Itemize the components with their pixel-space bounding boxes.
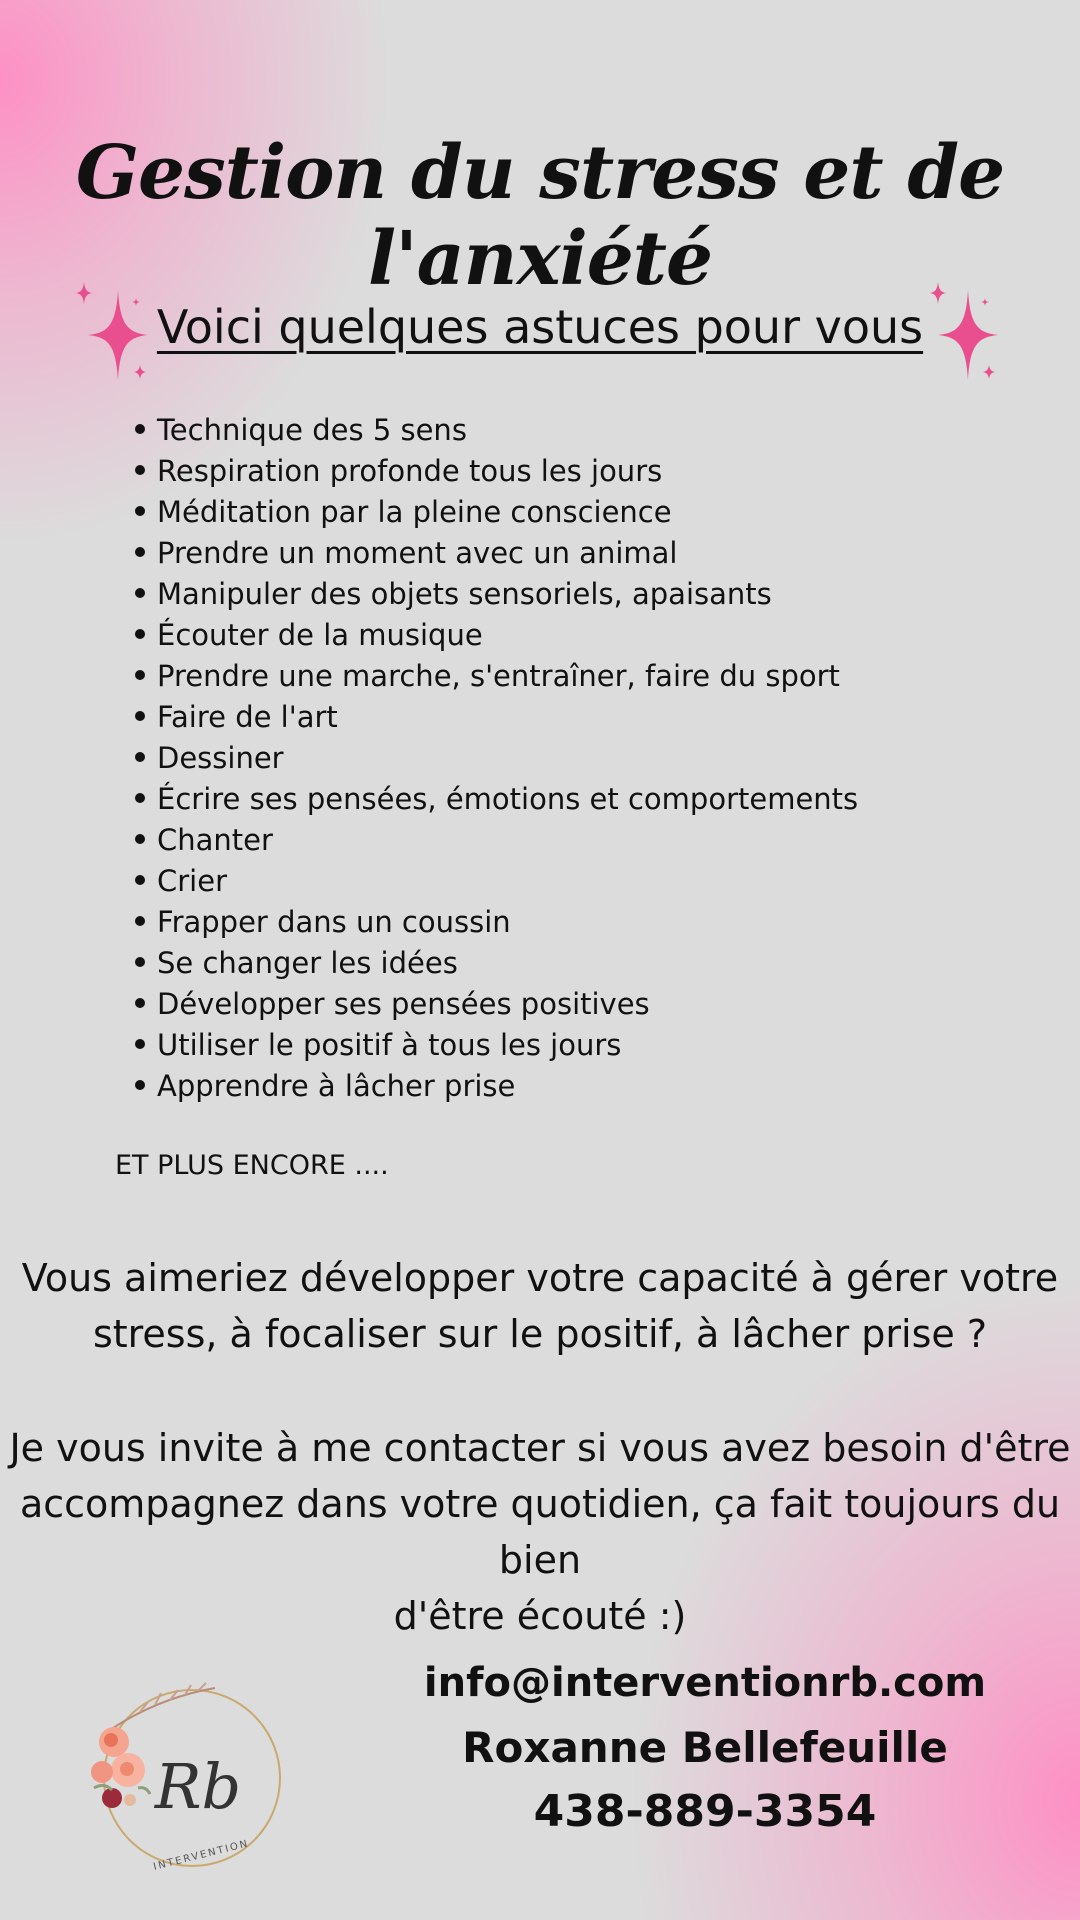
list-item: Prendre un moment avec un animal: [135, 533, 858, 574]
invitation-line: accompagnez dans votre quotidien, ça fait toujours du bien: [19, 1482, 1061, 1582]
list-item: Dessiner: [135, 738, 858, 779]
contact-name: Roxanne Bellefeuille: [462, 1723, 948, 1772]
more-text: ET PLUS ENCORE ....: [115, 1150, 389, 1181]
bullet-icon: [135, 424, 145, 434]
bullet-icon: [135, 916, 145, 926]
logo-monogram: Rb: [154, 1750, 242, 1823]
list-item: Écouter de la musique: [135, 615, 858, 656]
list-item: Développer ses pensées positives: [135, 984, 858, 1025]
bullet-icon: [135, 998, 145, 1008]
bullet-icon: [135, 752, 145, 762]
list-item: Chanter: [135, 820, 858, 861]
logo-label: INTERVENTION: [152, 1838, 251, 1873]
contact-email[interactable]: info@interventionrb.com: [423, 1660, 987, 1706]
page-title: Gestion du stress et de l'anxiété: [75, 130, 1005, 302]
list-item: Écrire ses pensées, émotions et comportements: [135, 779, 858, 820]
list-item: Se changer les idées: [135, 943, 858, 984]
bullet-icon: [135, 1080, 145, 1090]
list-item: Manipuler des objets sensoriels, apaisants: [135, 574, 858, 615]
list-item: Technique des 5 sens: [135, 410, 858, 451]
bullet-icon: [135, 1039, 145, 1049]
contact-phone[interactable]: 438-889-3354: [533, 1786, 877, 1837]
list-item: Méditation par la pleine conscience: [135, 492, 858, 533]
bullet-icon: [135, 670, 145, 680]
invitation-paragraph: [0, 1420, 1080, 1644]
list-item: Apprendre à lâcher prise: [135, 1066, 858, 1107]
list-item: Respiration profonde tous les jours: [135, 451, 858, 492]
invitation-line: d'être écouté :): [393, 1594, 687, 1638]
list-item: Faire de l'art: [135, 697, 858, 738]
question-line: Vous aimeriez développer votre capacité à gérer votre: [21, 1256, 1059, 1300]
bullet-icon: [135, 465, 145, 475]
subtitle: Voici quelques astuces pour vous: [156, 300, 924, 354]
invitation-line: Je vous invite à me contacter si vous avez besoin d'être: [9, 1426, 1071, 1470]
list-item: Prendre une marche, s'entraîner, faire du sport: [135, 656, 858, 697]
bullet-icon: [135, 711, 145, 721]
bullet-icon: [135, 588, 145, 598]
sparkle-icon: [925, 280, 1005, 390]
bullet-icon: [135, 506, 145, 516]
bullet-icon: [135, 957, 145, 967]
logo: [80, 1670, 290, 1880]
bullet-icon: [135, 547, 145, 557]
list-item: Frapper dans un coussin: [135, 902, 858, 943]
question-paragraph: [0, 1250, 1080, 1362]
bullet-icon: [135, 793, 145, 803]
subtitle-row: [0, 280, 1080, 380]
list-item: Utiliser le positif à tous les jours: [135, 1025, 858, 1066]
question-line: stress, à focaliser sur le positif, à lâcher prise ?: [92, 1312, 988, 1356]
bullet-icon: [135, 834, 145, 844]
bullet-icon: [135, 875, 145, 885]
list-item: Crier: [135, 861, 858, 902]
tips-list: [135, 410, 858, 1107]
bullet-icon: [135, 629, 145, 639]
